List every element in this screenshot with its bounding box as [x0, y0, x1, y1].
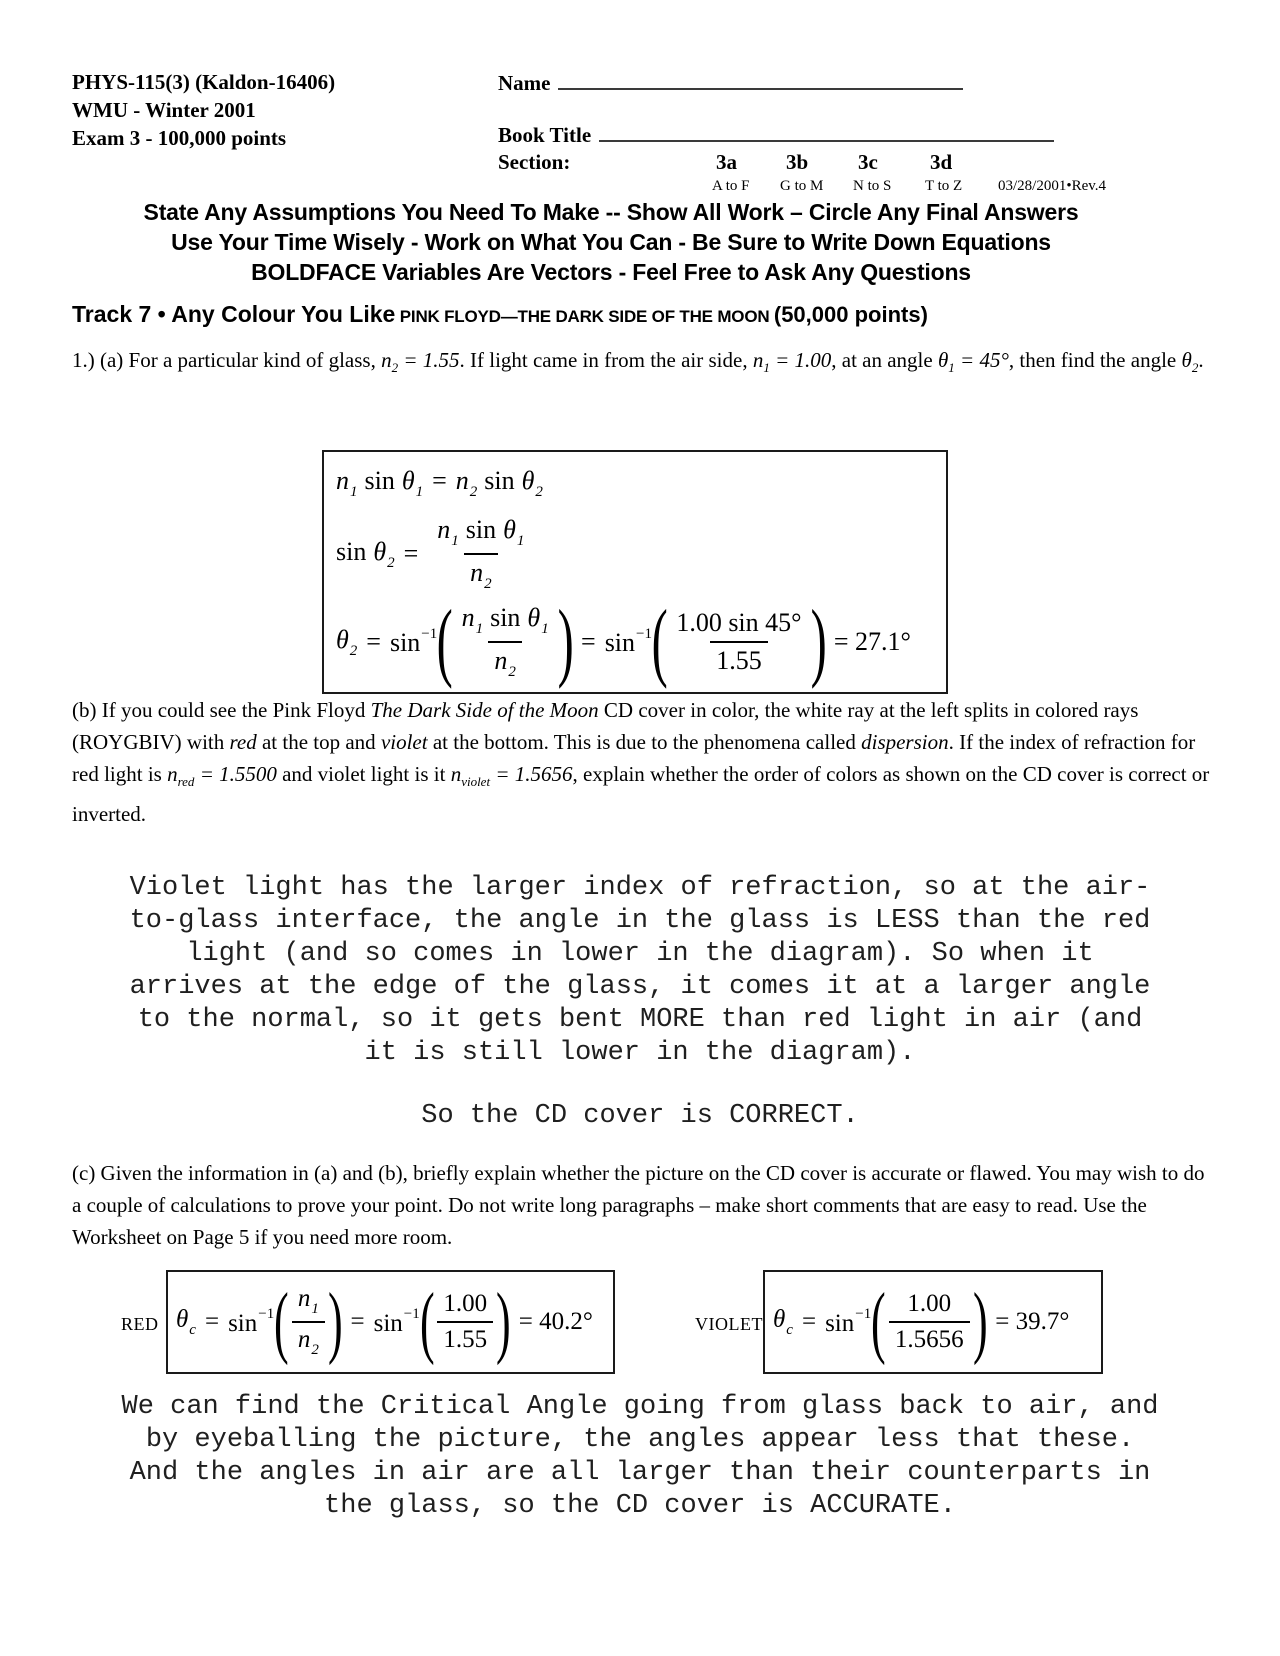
op-sin: sin	[604, 628, 636, 657]
sub-c: c	[786, 1321, 793, 1338]
op-equals: =	[366, 627, 381, 656]
op-equals: =	[581, 627, 596, 656]
range-3a: A to F	[712, 178, 750, 194]
var-theta: θ	[176, 1305, 189, 1333]
fraction	[292, 1285, 325, 1359]
var-n: n	[381, 348, 392, 372]
var-theta: θ	[521, 466, 535, 495]
range-3c: N to S	[853, 178, 892, 194]
section-3d: 3d	[930, 150, 953, 174]
right-paren: )	[557, 592, 574, 690]
sub-2: 2	[508, 664, 516, 680]
typed-line: arrives at the edge of the glass, it comes it at a larger angle	[129, 972, 1151, 1002]
var-theta: θ	[527, 603, 541, 632]
q1a-text: , then find the angle	[1008, 348, 1182, 372]
sub-2: 2	[391, 360, 399, 375]
var-theta: θ	[401, 466, 415, 495]
track-points: (50,000 points)	[773, 302, 928, 327]
sub-1: 1	[475, 621, 484, 637]
denominator-value: 1.5656	[889, 1321, 970, 1354]
fraction	[456, 603, 555, 681]
sup-inverse: −1	[403, 1306, 420, 1322]
rule-line-1: State Any Assumptions You Need To Make -- Show All Work – Circle Any Final Answers	[143, 199, 1079, 225]
var-n: n	[437, 515, 451, 544]
var-n: n	[297, 1326, 311, 1353]
equation-theta2-result	[336, 592, 930, 690]
op-equals: =	[432, 466, 447, 495]
section-3c: 3c	[858, 150, 878, 174]
word-red-italic: red	[229, 730, 257, 754]
left-paren: (	[436, 592, 453, 690]
sub-2: 2	[311, 1342, 319, 1358]
sup-inverse: −1	[636, 626, 652, 642]
sub-1: 1	[516, 533, 525, 549]
fraction	[431, 515, 530, 593]
typed-line: Violet light has the larger index of refraction, so at the air-	[129, 873, 1151, 903]
equation-snell	[336, 466, 930, 501]
var-theta: θ	[937, 348, 949, 372]
var-theta: θ	[336, 624, 349, 654]
op-sin: sin	[389, 628, 421, 657]
violet-critical-angle-box	[763, 1270, 1103, 1374]
var-n: n	[167, 762, 178, 786]
sub-1: 1	[451, 533, 459, 549]
denominator-value: 1.55	[710, 641, 768, 676]
sup-inverse: −1	[855, 1306, 872, 1322]
left-paren: (	[651, 592, 668, 690]
typed-line: the glass, so the CD cover is ACCURATE.	[324, 1491, 956, 1521]
sup-inverse: −1	[258, 1306, 275, 1322]
sub-2: 2	[484, 576, 492, 592]
sup-inverse: −1	[421, 626, 438, 642]
sub-1: 1	[311, 1301, 319, 1317]
sub-1: 1	[350, 484, 358, 500]
violet-label: VIOLET	[695, 1314, 763, 1334]
q1b-text: CD cover in color, the white ray at the left splits in colored rays (ROYGBIV) with	[72, 698, 1139, 754]
right-paren: )	[972, 1278, 988, 1366]
var-n: n	[297, 1285, 311, 1312]
course-title: PHYS-115(3) (Kaldon-16406)	[72, 70, 336, 94]
var-n: n	[450, 762, 462, 786]
header-left	[72, 68, 335, 152]
op-sin: sin	[465, 515, 497, 544]
typed-line: We can find the Critical Angle going from glass back to air, and	[121, 1392, 1159, 1422]
var-theta: θ	[503, 515, 516, 544]
critical-angle-section	[0, 1266, 1280, 1386]
var-n: n	[470, 558, 484, 587]
op-sin: sin	[364, 466, 395, 495]
typed-line: by eyeballing the picture, the angles appear less that these.	[145, 1425, 1135, 1455]
q1c-text: (c) Given the information in (a) and (b), briefly explain whether the picture on the CD cover is accurate or flawed. You may wish to do a couple of calculations to prove your point. Do not write long paragraphs – make short comments that are easy to read. Use the Worksheet on Page 5 if you need more room.	[72, 1161, 1205, 1249]
sub-violet: violet	[461, 774, 491, 789]
denominator-value: 1.55	[437, 1321, 493, 1354]
word-violet-italic: violet	[380, 730, 428, 754]
sub-2: 2	[1191, 360, 1199, 375]
op-sin: sin	[484, 466, 515, 495]
result-theta2: = 27.1°	[833, 627, 911, 656]
op-equals: =	[403, 539, 419, 568]
op-sin: sin	[490, 603, 521, 632]
track-heading	[72, 301, 928, 328]
rule-line-3: BOLDFACE Variables Are Vectors - Feel Free to Ask Any Questions	[251, 259, 971, 285]
var-n: n	[752, 348, 764, 372]
q1a-text: , at an angle	[831, 348, 938, 372]
range-3d: T to Z	[925, 178, 963, 194]
op-sin: sin	[228, 1310, 258, 1337]
range-3b: G to M	[780, 178, 824, 194]
q1a-text: .	[1198, 348, 1204, 372]
fraction	[670, 608, 807, 676]
op-equals: =	[350, 1308, 365, 1335]
right-paren: )	[496, 1278, 511, 1366]
var-n: n	[461, 603, 475, 632]
op-sin: sin	[373, 1310, 403, 1337]
var-theta: θ	[773, 1305, 786, 1333]
sub-1: 1	[415, 484, 424, 500]
question-1c	[72, 1157, 1214, 1253]
left-paren: (	[871, 1278, 886, 1366]
exam-title: Exam 3 - 100,000 points	[72, 126, 287, 150]
typed-answer-c	[0, 1391, 1280, 1523]
typed-answer-b	[0, 872, 1280, 1070]
sub-1: 1	[541, 621, 549, 637]
equation-sin-theta2	[336, 515, 930, 593]
sub-1: 1	[763, 360, 770, 375]
typed-line: to-glass interface, the angle in the glass is LESS than the red	[129, 906, 1151, 936]
typed-conclusion-b	[0, 1100, 1280, 1133]
section-3b: 3b	[786, 150, 809, 174]
book-title-blank-line	[599, 120, 1054, 142]
q1b-text: and violet light is it	[276, 762, 451, 786]
var-theta: θ	[1181, 348, 1192, 372]
book-title-label: Book Title	[498, 123, 592, 147]
album-title: PINK FLOYD—THE DARK SIDE OF THE MOON	[399, 307, 770, 326]
op-equals: =	[204, 1308, 220, 1335]
typed-line: And the angles in air are all larger than their counterparts in	[129, 1458, 1151, 1488]
typed-line: it is still lower in the diagram).	[364, 1038, 916, 1068]
book-title-row	[498, 120, 1054, 148]
exam-rules	[0, 197, 1222, 287]
school-term: WMU - Winter 2001	[72, 98, 256, 122]
section-label: Section:	[498, 150, 571, 174]
q1b-text: (b) If you could see the Pink Floyd	[72, 698, 371, 722]
q1b-text: at the bottom. This is due to the phenomena called	[427, 730, 862, 754]
typed-line: light (and so comes in lower in the diagram). So when it	[186, 939, 1094, 969]
sub-2: 2	[387, 554, 395, 571]
section-row	[498, 150, 953, 175]
value-n-red: = 1.5500	[194, 762, 277, 786]
q1a-text: . If light came in from the air side,	[459, 348, 753, 372]
left-paren: (	[274, 1278, 289, 1366]
op-sin: sin	[825, 1310, 855, 1337]
value-n2: = 1.55	[398, 348, 460, 372]
section-3a: 3a	[716, 150, 737, 174]
right-paren: )	[810, 592, 827, 690]
name-label: Name	[498, 71, 551, 95]
var-n: n	[336, 466, 349, 495]
value-n-violet: = 1.5656	[490, 762, 573, 786]
red-result: = 40.2°	[518, 1308, 593, 1335]
numerator-value: 1.00 sin 45°	[676, 608, 802, 637]
track-title: Track 7 • Any Colour You Like	[72, 301, 396, 327]
op-sin: sin	[336, 536, 367, 566]
op-equals: =	[801, 1308, 817, 1335]
name-blank-line	[558, 68, 963, 90]
red-label: RED	[121, 1314, 159, 1334]
right-paren: )	[327, 1278, 343, 1366]
fraction	[889, 1290, 970, 1354]
q1a-text: 1.) (a) For a particular kind of glass,	[72, 348, 382, 372]
word-dispersion-italic: dispersion	[861, 730, 949, 754]
question-1a	[72, 344, 1212, 384]
numerator-value: 1.00	[907, 1290, 952, 1317]
var-theta: θ	[373, 536, 387, 566]
var-n: n	[455, 466, 469, 495]
fraction	[437, 1290, 493, 1354]
sub-c: c	[189, 1321, 196, 1338]
var-n: n	[494, 646, 508, 675]
revision-stamp: 03/28/2001•Rev.4	[998, 178, 1107, 194]
numerator-value: 1.00	[443, 1290, 488, 1317]
violet-result: = 39.7°	[995, 1308, 1070, 1335]
red-critical-angle-box	[166, 1270, 615, 1374]
left-paren: (	[419, 1278, 435, 1366]
q1b-text: at the top and	[256, 730, 381, 754]
sub-1: 1	[948, 360, 955, 375]
violet-equation	[773, 1278, 1078, 1366]
sub-2: 2	[469, 484, 478, 500]
typed-line: So the CD cover is CORRECT.	[421, 1101, 859, 1131]
snell-work-box	[322, 450, 948, 694]
value-n1: = 1.00	[769, 348, 832, 372]
sub-red: red	[177, 774, 195, 789]
rule-line-2: Use Your Time Wisely - Work on What You Can - Be Sure to Write Down Equations	[171, 229, 1051, 255]
value-angle: = 45°	[954, 348, 1009, 372]
red-equation	[176, 1278, 602, 1366]
typed-line: to the normal, so it gets bent MORE than red light in air (and	[137, 1005, 1143, 1035]
q1b-text: . If the index of refraction for red light is	[72, 730, 1196, 786]
sub-2: 2	[349, 642, 358, 659]
album-name-italic: The Dark Side of the Moon	[370, 698, 599, 722]
sub-2: 2	[535, 484, 543, 500]
q1b-text: , explain whether the order of colors as shown on the CD cover is correct or inverted.	[72, 762, 1210, 826]
name-row	[498, 68, 963, 96]
question-1b	[72, 694, 1212, 830]
